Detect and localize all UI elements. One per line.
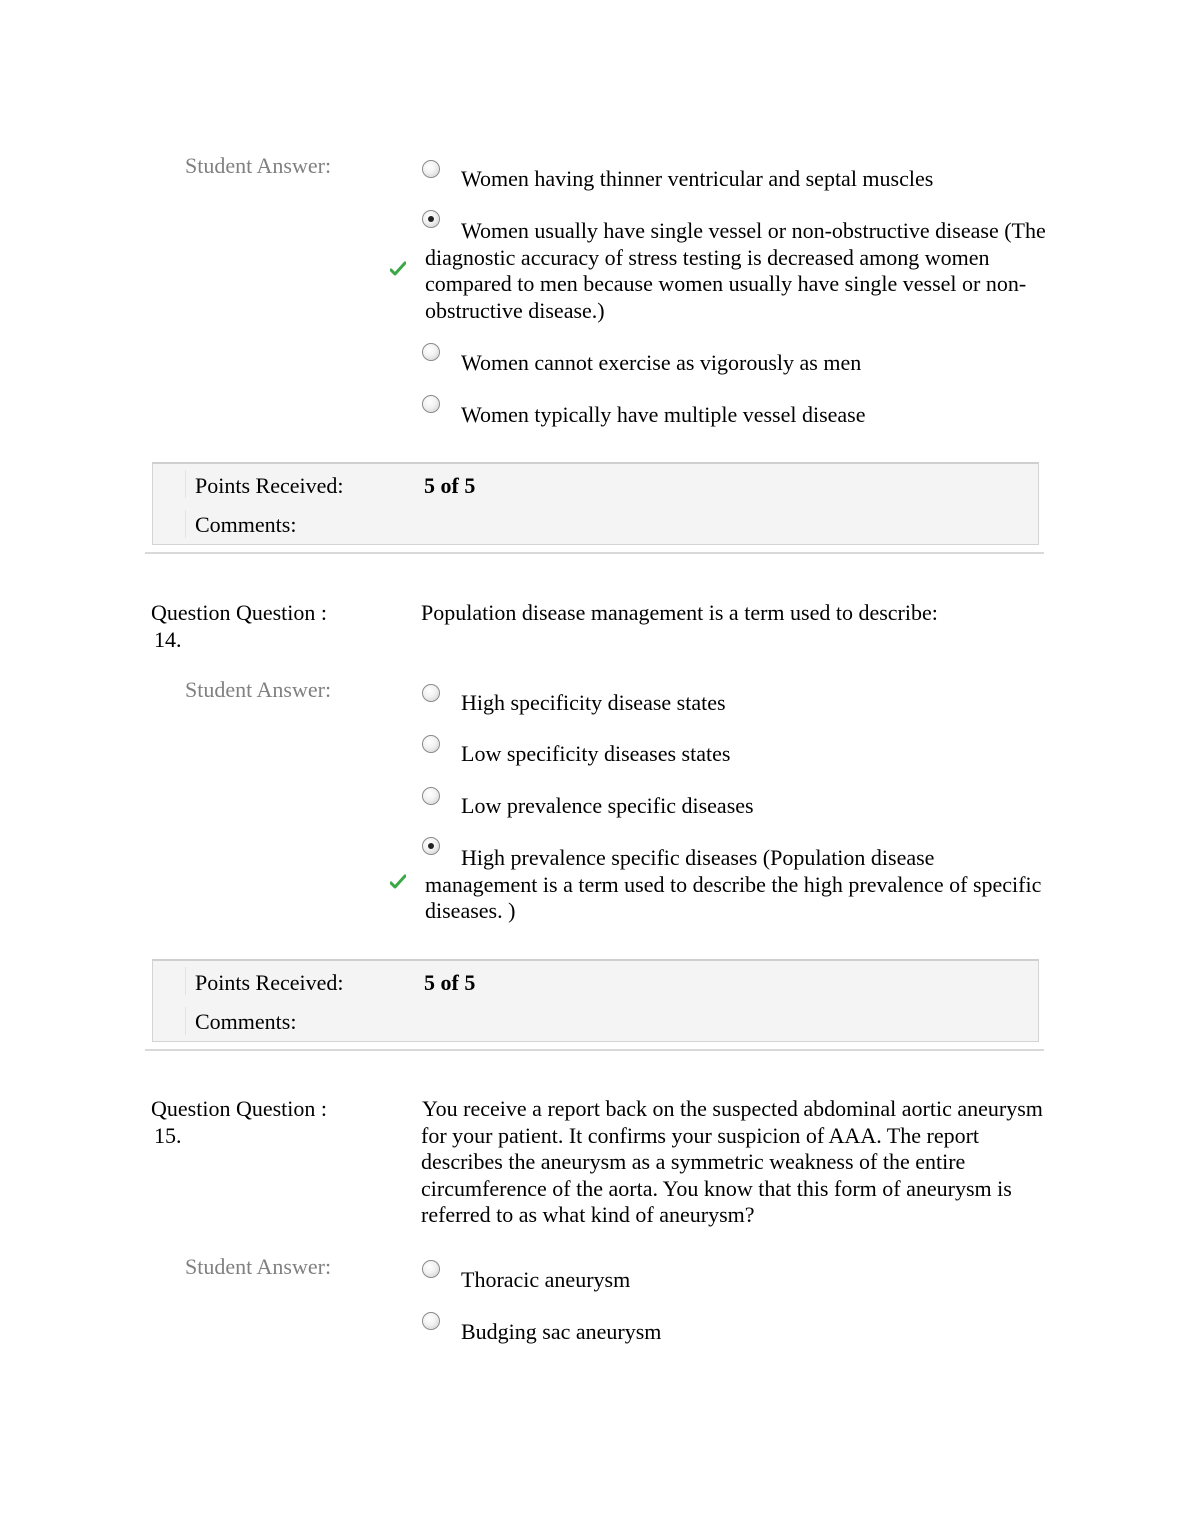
student-answer-label: Student Answer: <box>185 677 332 702</box>
section-divider <box>145 1049 1044 1051</box>
points-panel <box>152 462 1039 545</box>
row-marker <box>161 470 186 498</box>
checkmark-icon <box>390 874 406 890</box>
answer-option-text: Low specificity diseases states <box>461 741 731 766</box>
points-received-label: Points Received: <box>195 473 344 498</box>
question-text: Population disease management is a term used to describe: <box>421 600 938 625</box>
question-label <box>151 1096 371 1149</box>
comments-label: Comments: <box>195 1009 297 1034</box>
answer-option-text: Women cannot exercise as vigorously as men <box>461 350 862 375</box>
section-divider <box>145 552 1044 554</box>
student-answer-label: Student Answer: <box>185 153 332 178</box>
question-label-prefix: Question Question : <box>151 600 327 625</box>
question-label <box>151 600 371 653</box>
answer-option-text: Women usually have single vessel or non-obstructive disease (The diagnostic accuracy of stress testing is decreased among women compared to men because women usually have single vessel or non-obstructive disease.) <box>425 218 1046 323</box>
answer-option-text: Thoracic aneurysm <box>461 1267 631 1292</box>
answer-option-text: Women typically have multiple vessel disease <box>461 402 866 427</box>
answer-option-text: Low prevalence specific diseases <box>461 793 754 818</box>
row-marker <box>161 967 186 995</box>
comments-label: Comments: <box>195 512 297 537</box>
answer-option-text: Women having thinner ventricular and septal muscles <box>461 166 934 191</box>
answer-option-text: Budging sac aneurysm <box>461 1319 662 1344</box>
answer-option-text: High prevalence specific diseases (Population disease management is a term used to describe the high prevalence of specific diseases. ) <box>425 845 1042 923</box>
points-received-value: 5 of 5 <box>424 970 476 995</box>
question-number: 15. <box>154 1122 182 1148</box>
row-marker <box>161 510 186 538</box>
points-received-label: Points Received: <box>195 970 344 995</box>
points-panel <box>152 959 1039 1042</box>
question-label-prefix: Question Question : <box>151 1096 327 1121</box>
question-text: You receive a report back on the suspected abdominal aortic aneurysm for your patient. It confirms your suspicion of AAA. The report describes the aneurysm as a symmetric weakness of the entire circumference of the aorta. You know that this form of aneurysm is referred to as what kind of aneurysm? <box>421 1096 1043 1227</box>
checkmark-icon <box>390 261 406 277</box>
student-answer-label: Student Answer: <box>185 1254 332 1279</box>
answer-option-text: High specificity disease states <box>461 690 726 715</box>
points-received-value: 5 of 5 <box>424 473 476 498</box>
row-marker <box>161 1007 186 1035</box>
question-number: 14. <box>154 626 182 652</box>
